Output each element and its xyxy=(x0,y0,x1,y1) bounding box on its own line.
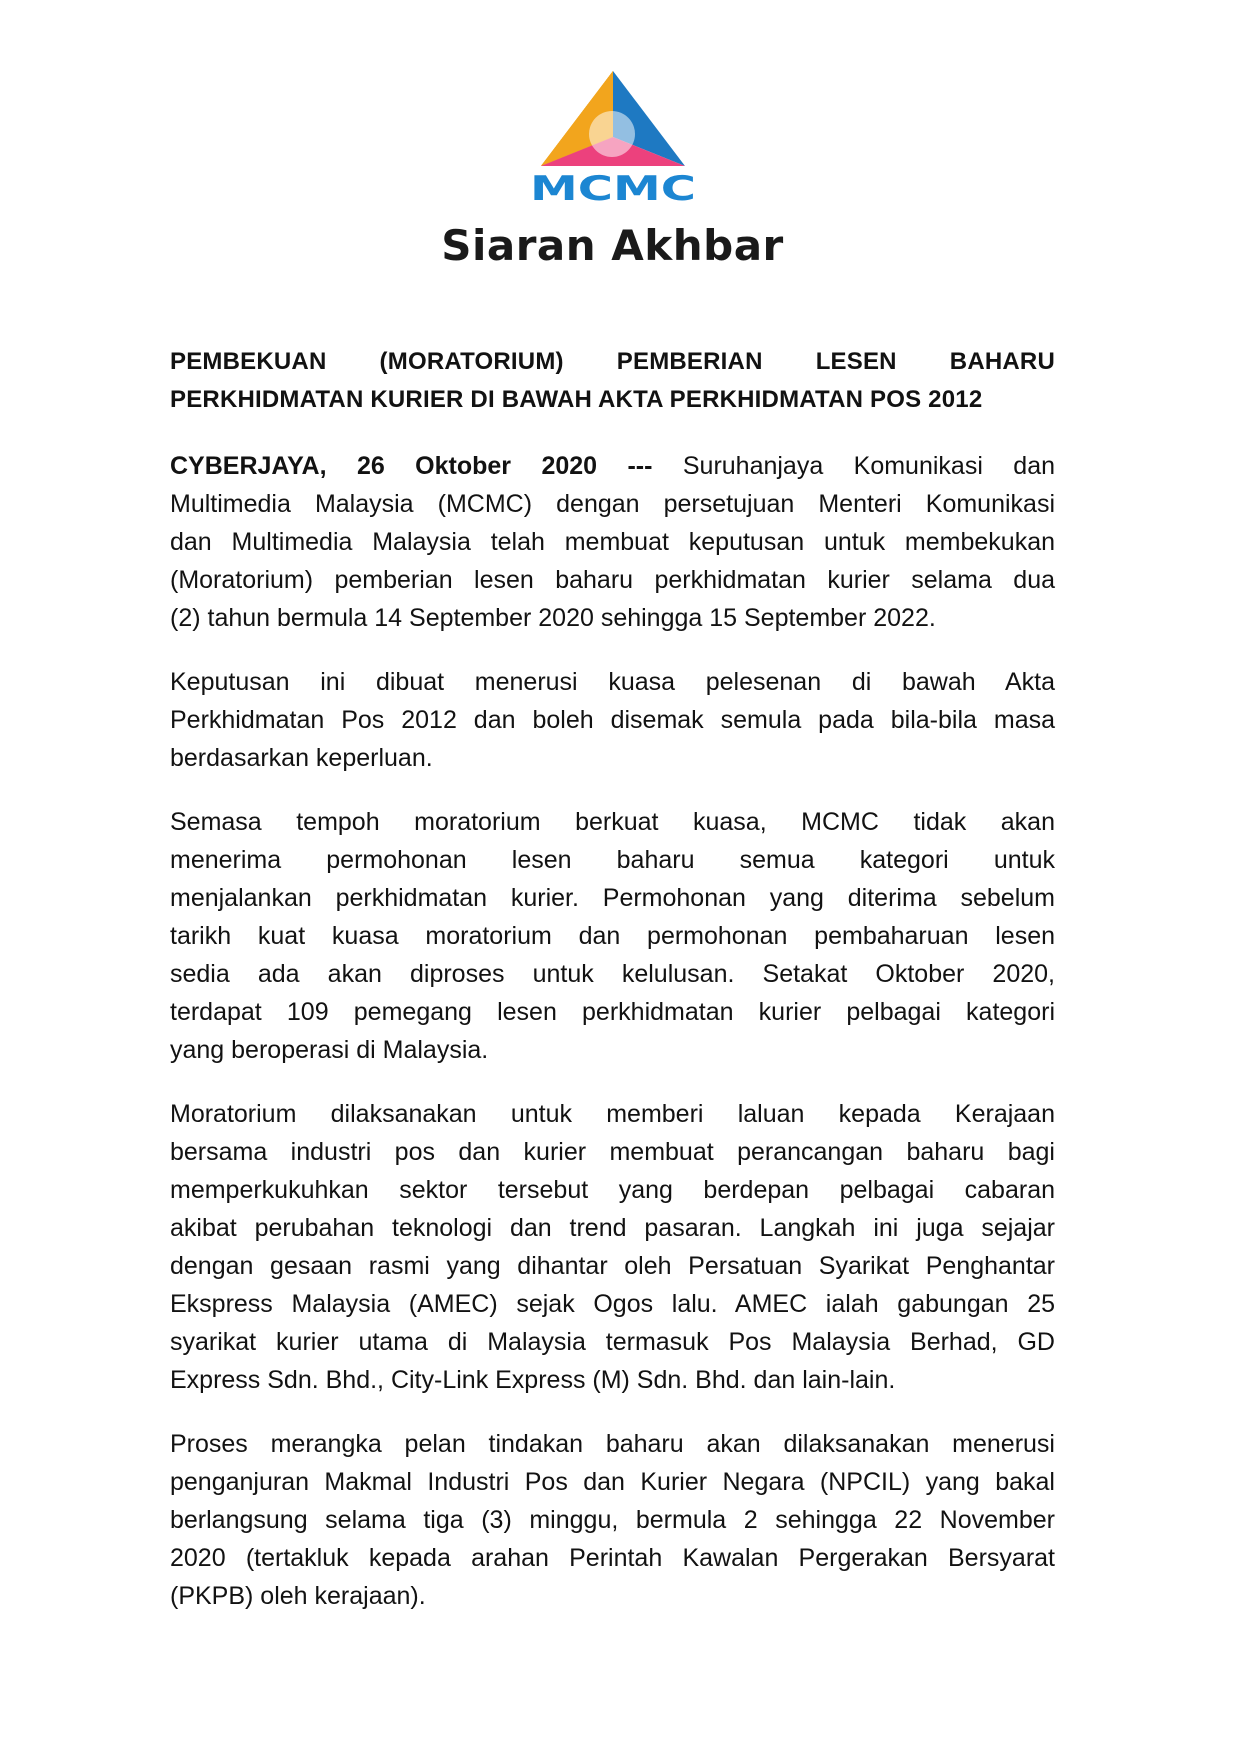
text-line: Moratorium dilaksanakan untuk memberi laluan kepada Kerajaan xyxy=(170,1100,1055,1128)
paragraph-3 xyxy=(170,803,1055,1069)
text-line: menerima permohonan lesen baharu semua kategori untuk xyxy=(170,846,1055,874)
text-line: 2020 (tertakluk kepada arahan Perintah Kawalan Pergerakan Bersyarat xyxy=(170,1544,1055,1572)
text-line: tarikh kuat kuasa moratorium dan permohonan pembaharuan lesen xyxy=(170,922,1055,950)
logo-center-circle xyxy=(589,111,635,157)
text-line: Multimedia Malaysia (MCMC) dengan persetujuan Menteri Komunikasi xyxy=(170,490,1055,518)
text-line: PEMBEKUAN (MORATORIUM) PEMBERIAN LESEN BAHARU xyxy=(170,348,1055,375)
text-line: bersama industri pos dan kurier membuat perancangan baharu bagi xyxy=(170,1138,1055,1166)
headline-paragraph xyxy=(170,343,1055,419)
text-line: dengan gesaan rasmi yang dihantar oleh Persatuan Syarikat Penghantar xyxy=(170,1252,1055,1280)
text-line: (2) tahun bermula 14 September 2020 sehingga 15 September 2022. xyxy=(170,604,936,632)
text-line: Ekspress Malaysia (AMEC) sejak Ogos lalu. AMEC ialah gabungan 25 xyxy=(170,1290,1055,1318)
paragraph-dateline-lines xyxy=(170,485,1055,637)
dateline-bold: CYBERJAYA, 26 Oktober 2020 --- xyxy=(170,452,653,480)
text-line: Perkhidmatan Pos 2012 dan boleh disemak semula pada bila-bila masa xyxy=(170,706,1055,734)
text-line: terdapat 109 pemegang lesen perkhidmatan kurier pelbagai kategori xyxy=(170,998,1055,1026)
document-title: Siaran Akhbar xyxy=(441,221,784,270)
text-line: PERKHIDMATAN KURIER DI BAWAH AKTA PERKHIDMATAN POS 2012 xyxy=(170,386,983,413)
paragraph-5 xyxy=(170,1425,1055,1615)
text-line: memperkukuhkan sektor tersebut yang berdepan pelbagai cabaran xyxy=(170,1176,1055,1204)
dateline-rest: Suruhanjaya Komunikasi dan xyxy=(652,452,1055,480)
document-body xyxy=(170,343,1055,1615)
text-line: (Moratorium) pemberian lesen baharu perkhidmatan kurier selama dua xyxy=(170,566,1055,594)
text-line: Express Sdn. Bhd., City-Link Express (M) Sdn. Bhd. dan lain-lain. xyxy=(170,1366,896,1394)
text-line: berdasarkan keperluan. xyxy=(170,744,433,772)
text-line: Keputusan ini dibuat menerusi kuasa pelesenan di bawah Akta xyxy=(170,668,1055,696)
text-line: penganjuran Makmal Industri Pos dan Kurier Negara (NPCIL) yang bakal xyxy=(170,1468,1055,1496)
text-line: Semasa tempoh moratorium berkuat kuasa, MCMC tidak akan xyxy=(170,808,1055,836)
document-header xyxy=(170,64,1055,271)
text-line: Proses merangka pelan tindakan baharu akan dilaksanakan menerusi xyxy=(170,1430,1055,1458)
paragraph-dateline xyxy=(170,447,1055,637)
text-line: berlangsung selama tiga (3) minggu, bermula 2 sehingga 22 November xyxy=(170,1506,1055,1534)
paragraph-4 xyxy=(170,1095,1055,1399)
text-line: (PKPB) oleh kerajaan). xyxy=(170,1582,426,1610)
mcmc-logo-icon xyxy=(508,64,718,206)
text-line: syarikat kurier utama di Malaysia termasuk Pos Malaysia Berhad, GD xyxy=(170,1328,1055,1356)
text-line: sedia ada akan diproses untuk kelulusan. Setakat Oktober 2020, xyxy=(170,960,1055,988)
text-line: yang beroperasi di Malaysia. xyxy=(170,1036,489,1064)
text-line: dan Multimedia Malaysia telah membuat keputusan untuk membekukan xyxy=(170,528,1055,556)
text-line: menjalankan perkhidmatan kurier. Permohonan yang diterima sebelum xyxy=(170,884,1055,912)
paragraph-2 xyxy=(170,663,1055,777)
dateline-line xyxy=(170,447,1055,485)
logo-wordmark: MCMC xyxy=(529,169,696,206)
text-line: akibat perubahan teknologi dan trend pasaran. Langkah ini juga sejajar xyxy=(170,1214,1055,1242)
